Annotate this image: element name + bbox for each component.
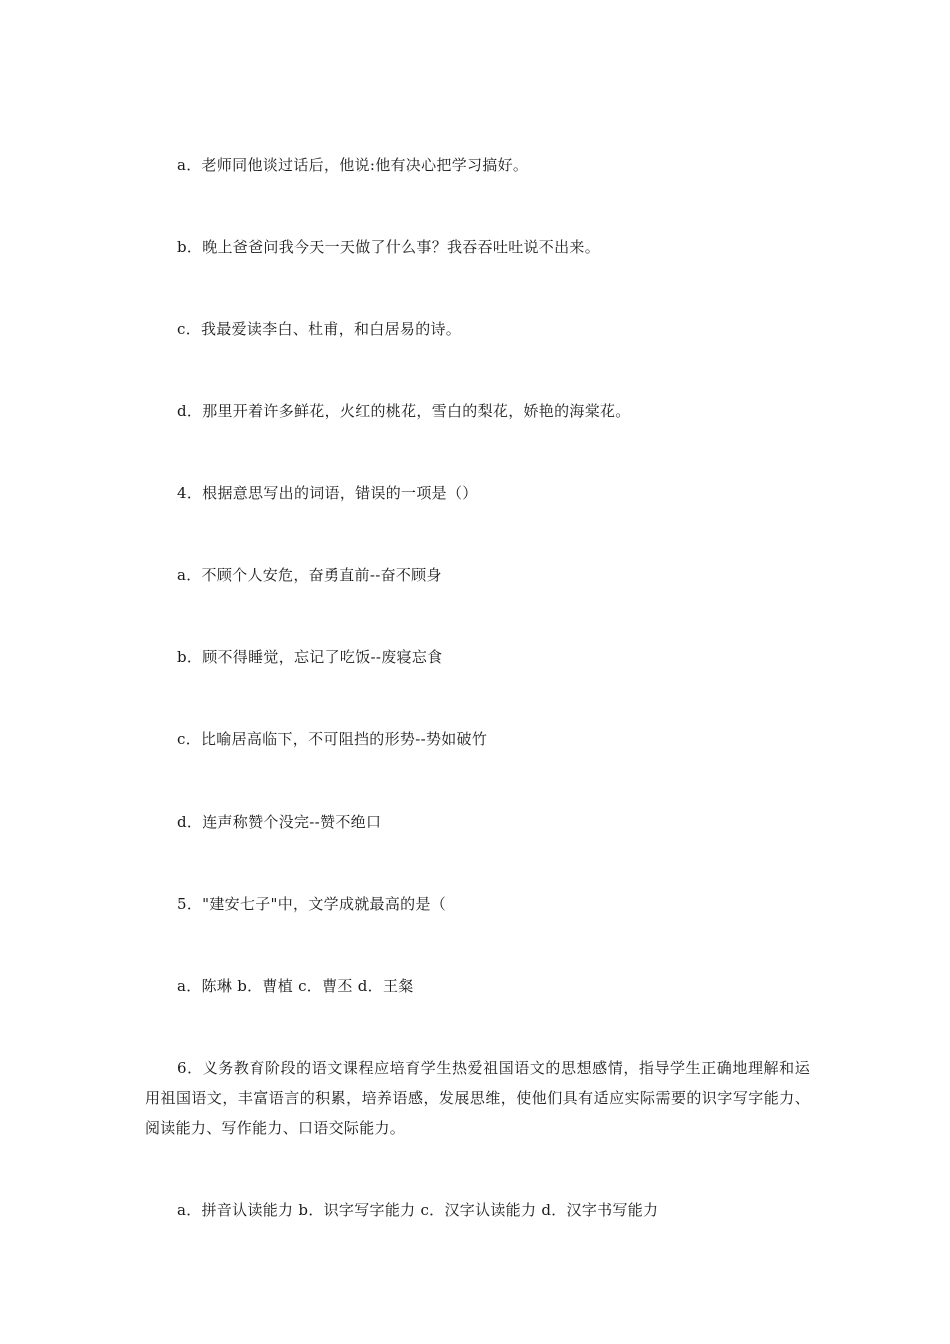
option-a-line: a．老师同他谈过话后，他说:他有决心把学习搞好。 [177,156,529,174]
option-d-line: d．那里开着许多鲜花，火红的桃花，雪白的梨花，娇艳的海棠花。 [177,402,631,420]
question-5: 5．"建安七子"中，文学成就最高的是（ [177,895,447,913]
q5-options: a．陈琳 b．曹植 c．曹丕 d．王粲 [177,977,414,995]
question-6-paragraph: 6．义务教育阶段的语文课程应培育学生热爱祖国语文的思想感情，指导学生正确地理解和运用祖国语文，丰富语言的积累，培养语感，发展思维，使他们具有适应实际需要的识字写字能力、阅读能力、写作能力、口语交际能力。 [145,1059,810,1137]
q6-options: a．拼音认读能力 b．识字写字能力 c．汉字认读能力 d．汉字书写能力 [177,1201,659,1219]
option-b-line: b．晚上爸爸问我今天一天做了什么事？我吞吞吐吐说不出来。 [177,238,601,256]
option-c-line: c．我最爱读李白、杜甫，和白居易的诗。 [177,320,462,338]
q4-option-a: a．不顾个人安危，奋勇直前--奋不顾身 [177,566,442,584]
q4-option-d: d．连声称赞个没完--赞不绝口 [177,813,382,831]
q4-option-c: c．比喻居高临下，不可阻挡的形势--势如破竹 [177,730,488,748]
question-4: 4．根据意思写出的词语，错误的一项是（） [177,484,478,502]
q4-option-b: b．顾不得睡觉，忘记了吃饭--废寝忘食 [177,648,443,666]
